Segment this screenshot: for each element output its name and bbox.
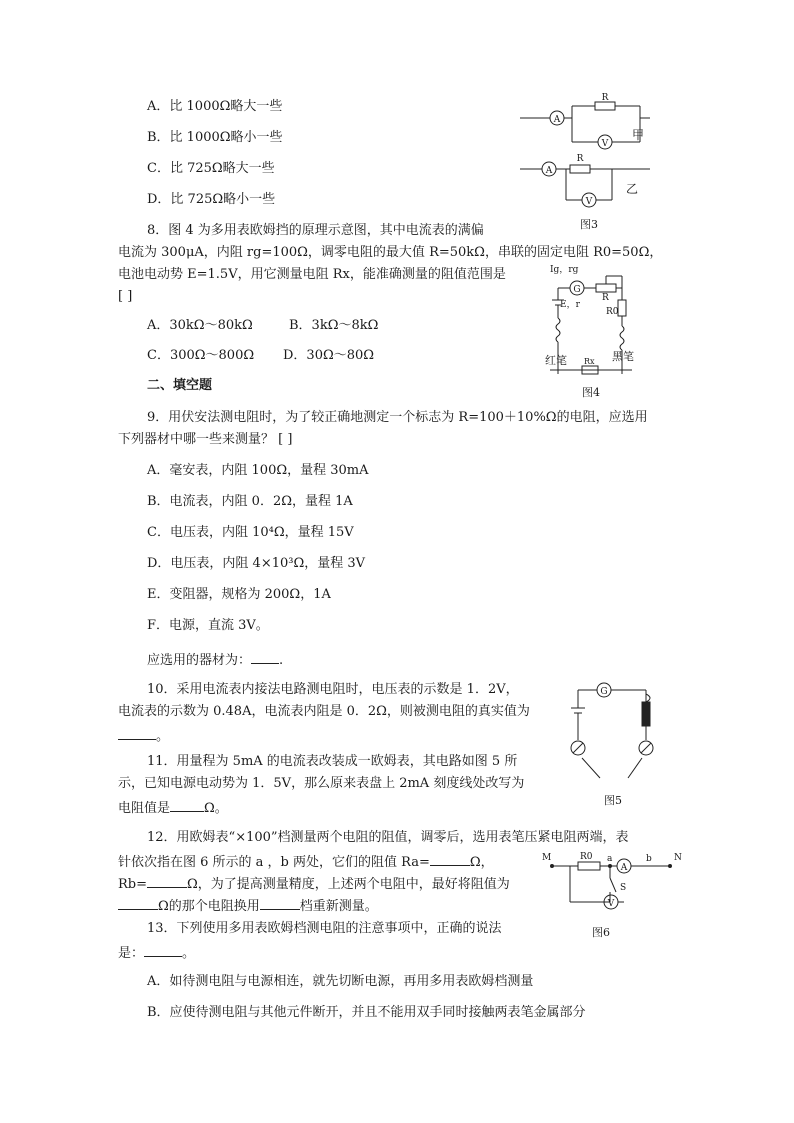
fig6-m: M [542, 853, 552, 863]
q13-line-2-prefix: 是： [118, 946, 145, 961]
q9-line-2: 下列器材中哪一些来测量？ [ ] [118, 432, 293, 447]
fig6-ammeter: A [620, 863, 628, 873]
q10-line-3 [118, 725, 169, 746]
fig4-ig-rg: Ig，rg [550, 265, 579, 275]
q12-line-2 [118, 851, 494, 872]
q8-option-c: C．300Ω～800Ω [147, 348, 255, 363]
q8-line-1: 8．图 4 为多用表欧姆挡的原理示意图，其中电流表的满偏 [147, 223, 484, 238]
q9-option-a: A．毫安表，内阻 100Ω，量程 30mA [147, 463, 369, 478]
q12-line-3 [118, 873, 510, 894]
q11-answer-blank[interactable] [170, 797, 204, 812]
q9-answer-suffix: . [279, 653, 284, 668]
fig6-b: b [646, 854, 652, 864]
q12-rb-blank[interactable] [147, 873, 187, 888]
q9-answer-prefix: 应选用的器材为： [147, 653, 252, 668]
q9-answer-blank[interactable] [251, 649, 279, 664]
q12-range-blank[interactable] [260, 895, 300, 910]
section-2-title: 二、填空题 [147, 378, 213, 393]
q12-ra-blank[interactable] [430, 851, 470, 866]
fig4-black-pen: 黑笔 [612, 350, 634, 363]
fig6-voltmeter: V [607, 899, 615, 909]
fig5-galvanometer: G [600, 687, 608, 697]
fig3-ammeter-2: A [545, 166, 553, 176]
q9-line-1: 9．用伏安法测电阻时，为了较正确地测定一个标志为 R=100＋10%Ω的电阻，应选用 [147, 410, 648, 425]
fig4-battery: E，r [560, 300, 580, 310]
q8-line-4: [ ] [118, 289, 133, 304]
q11-line-3-prefix: 电阻值是 [118, 801, 171, 816]
q8-option-a: A．30kΩ～80kΩ [147, 318, 253, 333]
fig4-red-pen: 红笔 [545, 354, 567, 367]
figure-3 [520, 93, 660, 236]
q9-option-b: B．电流表，内阻 0．2Ω，量程 1A [147, 494, 353, 509]
q13-option-a: A．如待测电阻与电源相连，就先切断电源，再用多用表欧姆档测量 [147, 974, 534, 989]
q13-option-b: B．应使待测电阻与其他元件断开，并且不能用双手同时接触两表笔金属部分 [147, 1005, 586, 1020]
q12-line-3-suffix: Ω，为了提高测量精度，上述两个电阻中，最好将阻值为 [187, 877, 510, 892]
fig6-a: a [607, 854, 613, 864]
q7-option-d: D．比 725Ω略小一些 [147, 192, 276, 207]
q8-line-2: 电流为 300μA，内阻 rg=100Ω，调零电阻的最大值 R=50kΩ，串联的固定电阻 R0=50Ω， [118, 245, 663, 260]
fig3-resistor-2: R [576, 154, 584, 164]
figure-6 [540, 848, 680, 940]
q12-line-2-prefix: 针依次指在图 6 所示的 a ，b 两处，它们的阻值 Ra= [118, 855, 430, 870]
q7-option-a: A．比 1000Ω略大一些 [147, 99, 283, 114]
fig3-voltmeter-1: V [601, 139, 609, 149]
q10-answer-blank[interactable] [118, 725, 156, 740]
q9-option-d: D．电压表，内阻 4×10³Ω，量程 3V [147, 556, 366, 571]
q12-line-3-prefix: Rb= [118, 877, 148, 892]
q12-line-4 [118, 895, 378, 916]
q12-line-2-suffix: Ω， [469, 855, 494, 870]
figure-4 [540, 262, 650, 402]
q11-line-3-suffix: Ω。 [204, 801, 228, 816]
fig6-switch: S [620, 883, 627, 893]
q11-line-1: 11．用量程为 5mA 的电流表改装成一欧姆表，其电路如图 5 所 [147, 754, 518, 769]
fig4-galvanometer: G [573, 285, 581, 295]
q13-answer-blank[interactable] [144, 942, 182, 957]
q12-line-4-suffix: 档重新测量。 [299, 899, 378, 914]
q7-option-b: B．比 1000Ω略小一些 [147, 130, 283, 145]
fig4-r: R [602, 293, 609, 303]
q10-line-3-suffix: 。 [156, 729, 170, 744]
fig5-caption: 图5 [604, 794, 622, 807]
q9-option-c: C．电压表，内阻 10⁴Ω，量程 15V [147, 525, 354, 540]
fig4-caption: 图4 [582, 386, 600, 399]
q12-value-blank[interactable] [118, 895, 158, 910]
q10-line-2: 电流表的示数为 0.48A，电流表内阻是 0．2Ω，则被测电阻的真实值为 [118, 704, 530, 719]
q8-option-b: B．3kΩ～8kΩ [289, 318, 379, 333]
fig3-label-jia: 甲 [632, 128, 645, 142]
fig3-voltmeter-2: V [585, 197, 593, 207]
figure-5 [560, 680, 670, 810]
fig6-r0: R0 [580, 852, 593, 862]
fig6-n: N [674, 853, 682, 863]
q12-line-4-mid: Ω的那个电阻换用 [158, 899, 260, 914]
fig3-label-yi: 乙 [626, 182, 639, 196]
q10-line-1: 10．采用电流表内接法电路测电阻时，电压表的示数是 1．2V， [147, 682, 519, 697]
q12-line-1: 12．用欧姆表“×100”档测量两个电阻的阻值，调零后，选用表笔压紧电阻两端，表 [147, 830, 629, 845]
q9-answer-line [147, 649, 283, 670]
q11-line-2: 示，已知电源电动势为 1．5V，那么原来表盘上 2mA 刻度线处改写为 [118, 776, 525, 791]
fig3-caption: 图3 [580, 218, 598, 231]
q8-line-3: 电池电动势 E=1.5V，用它测量电阻 Rx，能准确测量的阻值范围是 [118, 267, 506, 282]
fig4-r0: R0 [606, 307, 619, 317]
fig3-ammeter-1: A [553, 115, 561, 125]
q13-line-2-suffix: 。 [182, 946, 196, 961]
q9-option-e: E．变阻器，规格为 200Ω，1A [147, 587, 331, 602]
q13-line-2 [118, 942, 195, 963]
q13-line-1: 13．下列使用多用表欧姆档测电阻的注意事项中，正确的说法 [147, 921, 502, 936]
q9-option-f: F．电源，直流 3V。 [147, 618, 269, 633]
fig6-caption: 图6 [592, 926, 610, 939]
q11-line-3 [118, 797, 228, 818]
q8-option-d: D．30Ω～80Ω [283, 348, 375, 363]
q7-option-c: C．比 725Ω略大一些 [147, 161, 275, 176]
fig3-resistor-1: R [601, 93, 609, 103]
fig4-rx: Rx [584, 357, 595, 366]
